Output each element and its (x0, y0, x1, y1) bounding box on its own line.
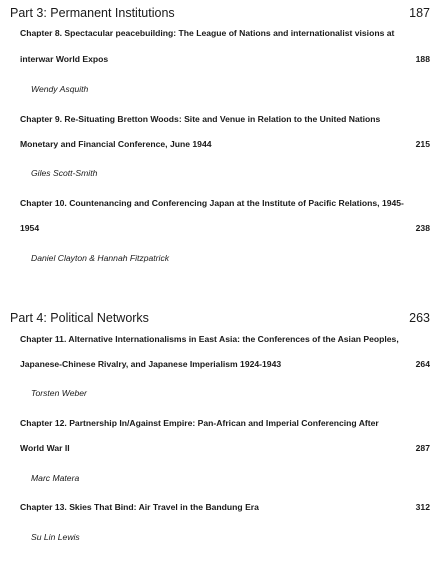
chapter-author: Giles Scott-Smith (31, 168, 98, 178)
chapter-author: Daniel Clayton & Hannah Fitzpatrick (31, 253, 170, 263)
chapter-title: Chapter 9. Re-Situating Bretton Woods: Site and Venue in Relation to the United Nations (20, 114, 381, 124)
chapter-title: Chapter 12. Partnership In/Against Empire: Pan-African and Imperial Conferencing After (20, 418, 379, 428)
chapter-title-line (20, 502, 430, 512)
chapter-title-continued: interwar World Expos (20, 54, 109, 64)
chapter-title-line (20, 139, 430, 149)
chapter-page-number: 188 (415, 54, 430, 64)
chapter-title-line (20, 443, 430, 453)
part-page-number: 187 (409, 6, 430, 20)
chapter-title-line (20, 198, 430, 208)
chapter-title-line (20, 114, 430, 124)
chapter-page-number: 264 (415, 359, 430, 369)
chapter-title-line (20, 223, 430, 233)
chapter-title-line (20, 54, 430, 64)
chapter-title-continued: Monetary and Financial Conference, June 1944 (20, 139, 212, 149)
part-page-number: 263 (409, 311, 430, 325)
chapter-page-number: 238 (415, 223, 430, 233)
chapter-title-continued: 1954 (20, 223, 40, 233)
chapter-author: Torsten Weber (31, 388, 87, 398)
part-heading (10, 6, 430, 20)
chapter-author: Marc Matera (31, 473, 80, 483)
chapter-title-line (20, 359, 430, 369)
chapter-title: Chapter 13. Skies That Bind: Air Travel in the Bandung Era (20, 502, 259, 512)
part-heading (10, 311, 430, 325)
chapter-title-line (20, 334, 430, 344)
chapter-author: Wendy Asquith (31, 84, 89, 94)
chapter-title-continued: World War II (20, 443, 70, 453)
chapter-title: Chapter 11. Alternative Internationalisms in East Asia: the Conferences of the Asian Peoples, (20, 334, 399, 344)
chapter-author: Su Lin Lewis (31, 532, 80, 542)
chapter-page-number: 215 (415, 139, 430, 149)
chapter-title-continued: Japanese-Chinese Rivalry, and Japanese Imperialism 1924-1943 (20, 359, 282, 369)
part-title: Part 4: Political Networks (10, 311, 149, 325)
chapter-title: Chapter 10. Countenancing and Conferencing Japan at the Institute of Pacific Relations, 1945- (20, 198, 404, 208)
chapter-title-line (20, 28, 430, 38)
chapter-page-number: 312 (415, 502, 430, 512)
chapter-title-line (20, 418, 430, 428)
chapter-title: Chapter 8. Spectacular peacebuilding: The League of Nations and internationalist visions at (20, 28, 395, 38)
chapter-page-number: 287 (415, 443, 430, 453)
part-title: Part 3: Permanent Institutions (10, 6, 175, 20)
